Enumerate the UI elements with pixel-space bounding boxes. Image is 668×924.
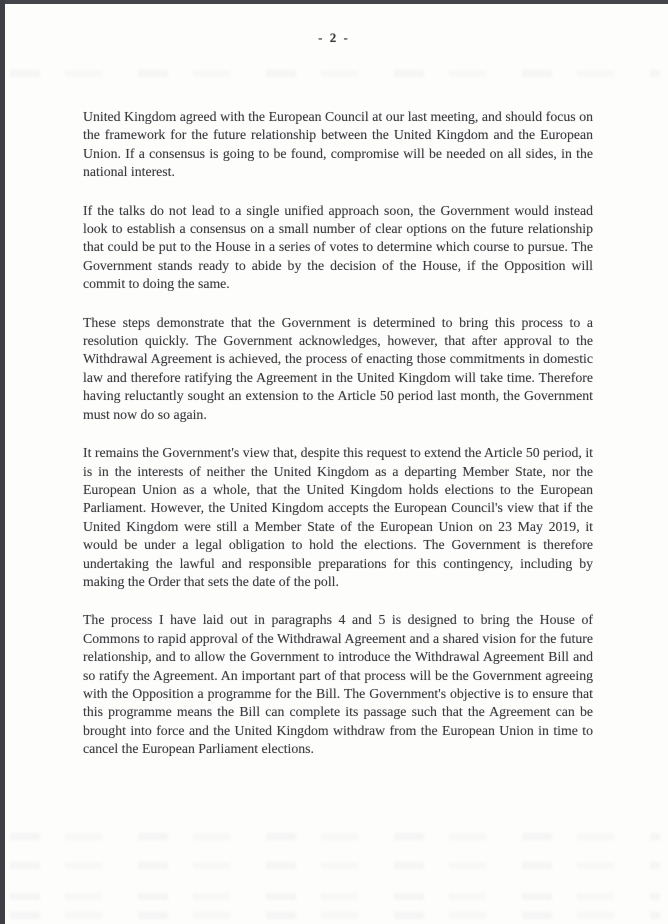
paragraph-4: It remains the Government's view that, despite this request to extend the Article 50 period, it is in the interests of neither the United Kingdom as a departing Member State, nor the European Union as a whole, that the United Kingdom holds elections to the European Parliament. However, the United Kingdom accepts the European Council's view that if the United Kingdom were still a Member State of the European Union on 23 May 2019, it would be under a legal obligation to hold the elections. The Government is therefore undertaking the lawful and responsible preparations for this contingency, including by making the Order that sets the date of the poll. — [83, 445, 593, 589]
scan-bleedthrough-artifact — [10, 893, 660, 900]
letter-body — [83, 108, 593, 779]
paragraph-5: The process I have laid out in paragraphs 4 and 5 is designed to bring the House of Commons to rapid approval of the Withdrawal Agreement and a shared vision for the future relationship, and to allow the Government to introduce the Withdrawal Agreement Bill and so ratify the Agreement. An important part of that process will be the Government agreeing with the Opposition a programme for the Bill. The Government's objective is to ensure that this programme means the Bill can complete its passage such that the Agreement can be brought into force and the United Kingdom withdraw from the European Union in time to cancel the European Parliament elections. — [83, 612, 593, 757]
scan-bleedthrough-artifact — [10, 70, 660, 77]
scan-bleedthrough-artifact — [10, 862, 660, 869]
scan-edge-top — [0, 0, 668, 4]
scan-edge-left — [0, 0, 5, 924]
paragraph-3: These steps demonstrate that the Government is determined to bring this process to a resolution quickly. The Government acknowledges, however, that after approval to the Withdrawal Agreement is achieved, the process of enacting those commitments in domestic law and therefore ratifying the Agreement in the United Kingdom will take time. Therefore having reluctantly sought an extension to the Article 50 period last month, the Government must now do so again. — [83, 314, 593, 422]
paragraph-2: If the talks do not lead to a single unified approach soon, the Government would instead look to establish a consensus on a small number of clear options on the future relationship that could be put to the House in a series of votes to determine which course to pursue. The Government stands ready to abide by the decision of the House, if the Opposition will commit to doing the same. — [83, 202, 593, 292]
scan-bleedthrough-artifact — [10, 912, 660, 919]
paragraph-1: United Kingdom agreed with the European Council at our last meeting, and should focus on the framework for the future relationship between the United Kingdom and the European Union. If a consensus is going to be found, compromise will be needed on all sides, in the national interest. — [83, 109, 593, 180]
page-number: - 2 - — [318, 30, 350, 45]
scan-bleedthrough-artifact — [10, 833, 660, 840]
